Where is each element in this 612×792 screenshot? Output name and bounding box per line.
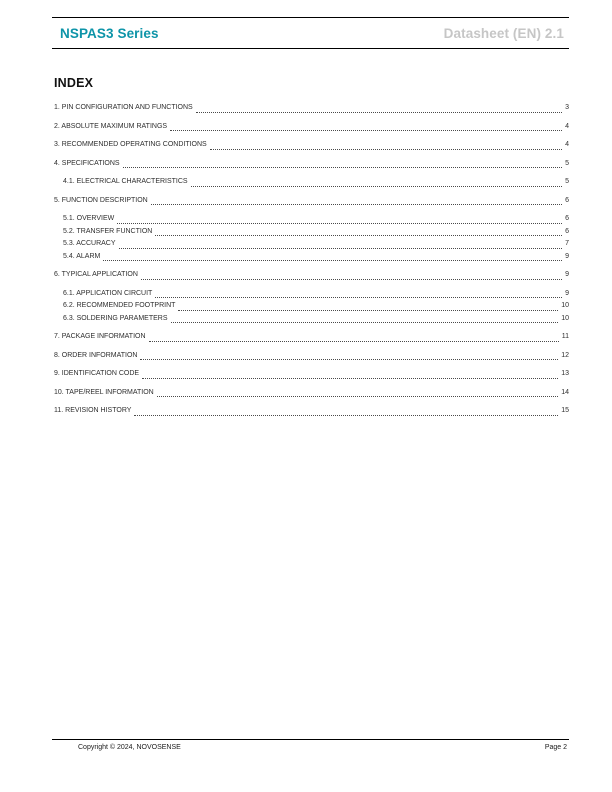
toc-leader-dots — [140, 359, 558, 360]
toc-leader-dots — [117, 223, 562, 224]
toc-entry-label: 10. TAPE/REEL INFORMATION — [54, 388, 154, 396]
toc-page-number: 5 — [565, 178, 569, 185]
toc-leader-dots — [170, 130, 562, 131]
toc-entry-revision-history[interactable] — [52, 405, 569, 418]
copyright-text: Copyright © 2024, NOVOSENSE — [78, 744, 181, 751]
toc-entry-overview[interactable] — [52, 213, 569, 226]
toc-entry-pin-configuration[interactable] — [52, 102, 569, 115]
toc-leader-dots — [191, 186, 562, 187]
toc-entry-label: 5. FUNCTION DESCRIPTION — [54, 196, 148, 204]
page-header — [52, 17, 569, 49]
toc-entry-recommended-footprint[interactable] — [52, 300, 569, 313]
toc-entry-accuracy[interactable] — [52, 238, 569, 251]
toc-entry-label: 5.4. ALARM — [63, 252, 101, 260]
toc-leader-dots — [171, 322, 559, 323]
toc-page-number: 10 — [561, 302, 569, 309]
toc-page-number: 7 — [565, 240, 569, 247]
toc-page-number: 9 — [565, 289, 569, 297]
toc-page-number: 6 — [565, 227, 569, 235]
page-footer — [52, 739, 569, 751]
toc-entry-label: 1. PIN CONFIGURATION AND FUNCTIONS — [54, 104, 193, 111]
toc-page-number: 6 — [565, 215, 569, 222]
toc-entry-electrical-characteristics[interactable] — [52, 176, 569, 189]
toc-entry-label: 4.1. ELECTRICAL CHARACTERISTICS — [63, 178, 188, 185]
toc-page-number: 9 — [565, 252, 569, 260]
toc-page-number: 5 — [565, 159, 569, 167]
toc-entry-typical-application[interactable] — [52, 269, 569, 282]
toc-entry-label: 6.2. RECOMMENDED FOOTPRINT — [63, 302, 176, 309]
index-heading: INDEX — [54, 76, 94, 90]
toc-entry-identification-code[interactable] — [52, 368, 569, 381]
index-section — [52, 49, 569, 424]
toc-leader-dots — [157, 396, 558, 397]
toc-leader-dots — [103, 260, 562, 261]
toc-page-number: 3 — [565, 104, 569, 111]
toc-entry-order-information[interactable] — [52, 350, 569, 363]
toc-page-number: 6 — [565, 196, 569, 204]
toc-page-number: 11 — [561, 333, 569, 340]
toc-entry-label: 4. SPECIFICATIONS — [54, 159, 120, 167]
toc-entry-label: 5.1. OVERVIEW — [63, 215, 115, 222]
product-series-title: NSPAS3 Series — [60, 25, 159, 41]
toc-entry-label: 11. REVISION HISTORY — [54, 407, 132, 414]
toc-leader-dots — [155, 297, 562, 298]
toc-leader-dots — [119, 248, 563, 249]
toc-page-number: 4 — [565, 141, 569, 148]
table-of-contents — [52, 102, 569, 418]
toc-leader-dots — [155, 235, 562, 236]
toc-entry-soldering-parameters[interactable] — [52, 313, 569, 326]
toc-entry-tape-reel-information[interactable] — [52, 387, 569, 400]
toc-entry-label: 2. ABSOLUTE MAXIMUM RATINGS — [54, 122, 168, 130]
toc-entry-label: 3. RECOMMENDED OPERATING CONDITIONS — [54, 141, 207, 148]
toc-leader-dots — [151, 204, 562, 205]
toc-leader-dots — [134, 415, 558, 416]
toc-page-number: 10 — [561, 314, 569, 322]
toc-entry-label: 5.3. ACCURACY — [63, 240, 116, 247]
toc-page-number: 4 — [565, 122, 569, 130]
toc-page-number: 13 — [561, 370, 569, 377]
toc-page-number: 14 — [561, 388, 569, 396]
toc-entry-label: 6.1. APPLICATION CIRCUIT — [63, 289, 153, 297]
toc-leader-dots — [142, 378, 558, 379]
toc-entry-package-information[interactable] — [52, 331, 569, 344]
toc-entry-alarm[interactable] — [52, 251, 569, 264]
toc-leader-dots — [210, 149, 562, 150]
toc-entry-specifications[interactable] — [52, 158, 569, 171]
toc-leader-dots — [196, 112, 562, 113]
toc-leader-dots — [149, 341, 559, 342]
toc-entry-label: 7. PACKAGE INFORMATION — [54, 333, 146, 340]
toc-entry-transfer-function[interactable] — [52, 226, 569, 239]
toc-leader-dots — [123, 167, 562, 168]
document-title: Datasheet (EN) 2.1 — [443, 25, 564, 41]
toc-page-number: 15 — [561, 407, 569, 414]
toc-entry-label: 6.3. SOLDERING PARAMETERS — [63, 314, 168, 322]
toc-entry-function-description[interactable] — [52, 195, 569, 208]
page-number: Page 2 — [544, 744, 567, 751]
toc-entry-label: 8. ORDER INFORMATION — [54, 351, 138, 359]
toc-entry-application-circuit[interactable] — [52, 288, 569, 301]
toc-page-number: 9 — [565, 271, 569, 278]
toc-page-number: 12 — [561, 351, 569, 359]
toc-entry-label: 5.2. TRANSFER FUNCTION — [63, 227, 153, 235]
toc-leader-dots — [141, 279, 562, 280]
toc-entry-absolute-maximum-ratings[interactable] — [52, 121, 569, 134]
toc-leader-dots — [178, 310, 558, 311]
toc-entry-label: 9. IDENTIFICATION CODE — [54, 370, 140, 377]
toc-entry-label: 6. TYPICAL APPLICATION — [54, 271, 138, 278]
toc-entry-recommended-operating-conditions[interactable] — [52, 139, 569, 152]
